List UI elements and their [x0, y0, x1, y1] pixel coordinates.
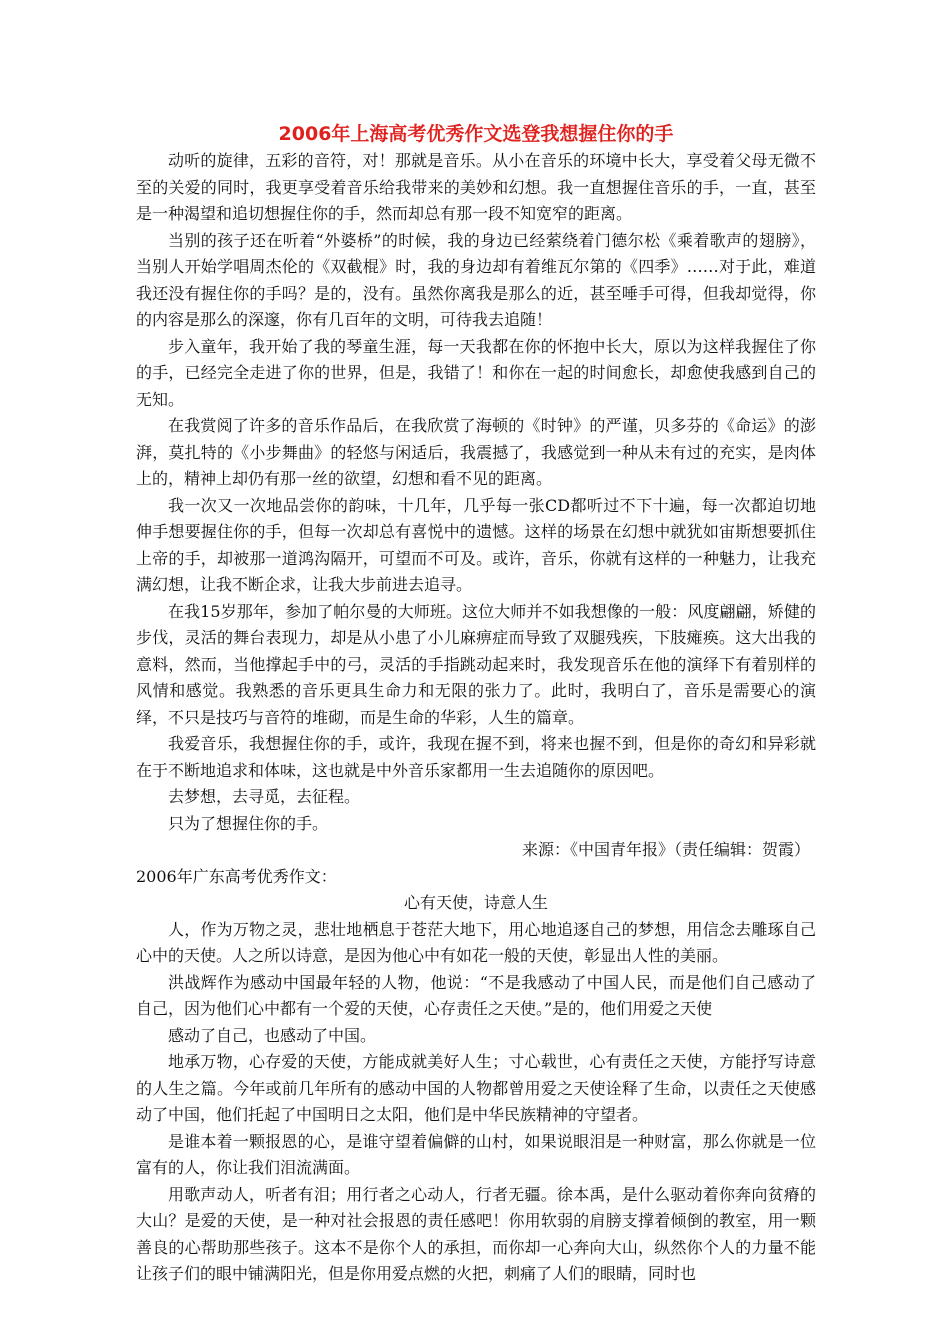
paragraph: 地承万物，心存爱的天使，方能成就美好人生；寸心载世，心有责任之天使，方能抒写诗意的人生之篇。今年或前几年所有的感动中国的人物都曾用爱之天使诠释了生命，以责任之天使感动了中国，他们托起了中国明日之太阳，他们是中华民族精神的守望者。	[136, 1052, 816, 1124]
paragraph-continuation: 感动了自己，也感动了中国。	[168, 1025, 377, 1045]
paragraph: 人，作为万物之灵，悲壮地栖息于苍茫大地下，用心地追逐自己的梦想，用信念去雕琢自己心中的天使。人之所以诗意，是因为他心中有如花一般的天使，彰显出人性的美丽。	[136, 919, 816, 965]
paragraph: 在我赏阅了许多的音乐作品后，在我欣赏了海顿的《时钟》的严谨，贝多芬的《命运》的澎湃，莫扎特的《小步舞曲》的轻悠与闲适后，我震撼了，我感觉到一种从未有过的充实，是肉体上的，精神上却仍有那一丝的欲望，幻想和看不见的距离。	[136, 416, 816, 488]
paragraph: 去梦想，去寻觅，去征程。	[168, 787, 361, 806]
section-heading: 2006年广东高考优秀作文：	[136, 866, 337, 886]
paragraph: 我爱音乐，我想握住你的手，或许，我现在握不到，将来也握不到，但是你的奇幻和异彩就在于不断地追求和体味，这也就是中外音乐家都用一生去追随你的原因吧。	[136, 734, 816, 780]
paragraph: 步入童年，我开始了我的琴童生涯，每一天我都在你的怀抱中长大，原以为这样我握住了你的手，已经完全走进了你的世界，但是，我错了！和你在一起的时间愈长，却愈使我感到自己的无知。	[136, 336, 816, 409]
paragraph: 当别的孩子还在听着“外婆桥”的时候，我的身边已经萦绕着门德尔松《乘着歌声的翅膀》，当别人开始学唱周杰伦的《双截棍》时，我的身边却有着维瓦尔第的《四季》……对于此，难道我还没有握住你的手吗？是的，没有。虽然你离我是那么的近，甚至唾手可得，但我却觉得，你的内容是那么的深邃，你有几百年的文明，可待我去追随！	[136, 230, 816, 329]
source-credit: 来源：《中国青年报》（责任编辑：贺霞）	[521, 840, 810, 859]
article-title: 2006年上海高考优秀作文选登我想握住你的手	[278, 123, 674, 145]
paragraph: 只为了想握住你的手。	[168, 813, 329, 833]
paragraph: 是谁本着一颗报恩的心，是谁守望着偏僻的山村，如果说眼泪是一种财富，那么你就是一位富有的人，你让我们泪流满面。	[136, 1131, 816, 1177]
paragraph: 我一次又一次地品尝你的韵味，十几年，几乎每一张CD都听过不下十遍，每一次都迫切地伸手想要握住你的手，但每一次却总有喜悦中的遗憾。这样的场景在幻想中就犹如宙斯想要抓住上帝的手，却被那一道鸿沟隔开，可望而不可及。或许，音乐，你就有这样的一种魅力，让我充满幻想，让我不断企求，让我大步前进去追寻。	[136, 495, 816, 594]
essay-subtitle: 心有天使，诗意人生	[403, 893, 548, 912]
paragraph: 洪战辉作为感动中国最年轻的人物，他说：“不是我感动了中国人民，而是他们自己感动了自己，因为他们心中都有一个爱的天使，心存责任之天使。”是的，他们用爱之天使	[136, 972, 816, 1018]
paragraph: 在我15岁那年，参加了帕尔曼的大师班。这位大师并不如我想像的一般：风度翩翩，矫健的步伐，灵活的舞台表现力，却是从小患了小儿麻痹症而导致了双腿残疾，下肢瘫痪。这大出我的意料，然而，当他撑起手中的弓，灵活的手指跳动起来时，我发现音乐在他的演绎下有着别样的风情和感觉。我熟悉的音乐更具生命力和无限的张力了。此时，我明白了，音乐是需要心的演绎，不只是技巧与音符的堆砌，而是生命的华彩，人生的篇章。	[136, 601, 816, 727]
paragraph: 用歌声动人，听者有泪；用行者之心动人，行者无疆。徐本禹，是什么驱动着你奔向贫瘠的大山？是爱的天使，是一种对社会报恩的责任感吧！你用软弱的肩膀支撑着倾倒的教室，用一颗善良的心帮助那些孩子。这本不是你个人的承担，而你却一心奔向大山，纵然你个人的力量不能让孩子们的眼中铺满阳光，但是你用爱点燃的火把，刺痛了人们的眼睛，同时也	[136, 1184, 816, 1283]
document-page	[136, 120, 816, 1288]
paragraph: 动听的旋律，五彩的音符，对！那就是音乐。从小在音乐的环境中长大，享受着父母无微不至的关爱的同时，我更享受着音乐给我带来的美妙和幻想。我一直想握住音乐的手，一直，甚至是一种渴望和追切想握住你的手，然而却总有那一段不知宽窄的距离。	[136, 151, 816, 223]
